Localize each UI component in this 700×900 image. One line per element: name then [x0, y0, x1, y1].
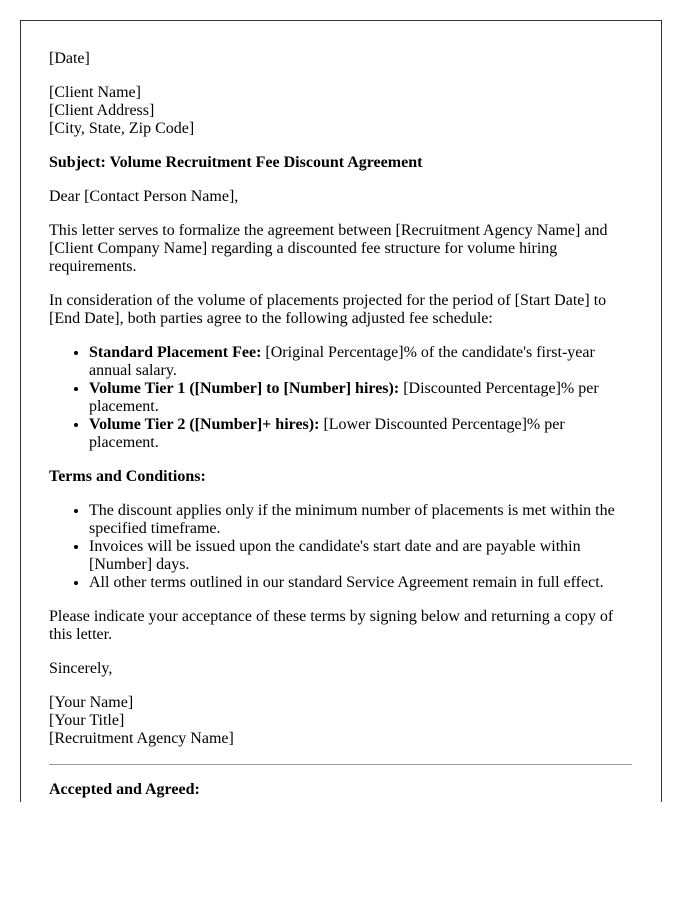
signature-name: [Your Name] — [49, 694, 134, 711]
signature-block — [49, 694, 632, 748]
fee-item-label: Volume Tier 2 ([Number]+ hires): — [89, 416, 320, 433]
terms-heading — [49, 468, 632, 486]
recipient-city-state-zip: [City, State, Zip Code] — [49, 120, 195, 137]
fee-item-text: [Lower Discounted Percentage]% per placement. — [89, 416, 565, 451]
fee-item-standard — [89, 344, 632, 380]
letter-document — [20, 20, 662, 802]
recipient-address: [Client Address] — [49, 102, 155, 119]
fee-schedule-list — [49, 344, 632, 452]
subject-text: Subject: Volume Recruitment Fee Discount Agreement — [49, 154, 423, 171]
fee-item-label: Standard Placement Fee: — [89, 344, 262, 361]
terms-heading-text: Terms and Conditions: — [49, 468, 206, 485]
closing: Sincerely, — [49, 660, 113, 677]
fee-item-tier-2 — [89, 416, 632, 452]
terms-list — [49, 502, 632, 592]
subject-line — [49, 154, 632, 172]
terms-item: • Invoices will be issued upon the candidate's start date and are payable within [Number] days. — [89, 538, 632, 574]
fee-item-tier-1 — [89, 380, 632, 416]
intro-paragraph: This letter serves to formalize the agreement between [Recruitment Agency Name] and [Client Company Name] regarding a discounted fee structure for volume hiring requirements. — [49, 222, 608, 275]
document-viewport — [20, 20, 662, 802]
fee-item-text: [Original Percentage]% of the candidate's first-year annual salary. — [89, 344, 595, 379]
fee-item-text: [Discounted Percentage]% per placement. — [89, 380, 599, 415]
date-line: [Date] — [49, 50, 90, 67]
section-divider — [49, 764, 632, 765]
consideration-paragraph: In consideration of the volume of placements projected for the period of [Start Date] to [End Date], both parties agree to the following adjusted fee schedule: — [49, 292, 607, 327]
salutation: Dear [Contact Person Name], — [49, 188, 239, 205]
signature-title: [Your Title] — [49, 712, 125, 729]
fee-item-label: Volume Tier 1 ([Number] to [Number] hires): — [89, 380, 400, 397]
signature-agency: [Recruitment Agency Name] — [49, 730, 234, 747]
recipient-name: [Client Name] — [49, 84, 141, 101]
recipient-address-block — [49, 84, 632, 138]
terms-item: • The discount applies only if the minimum number of placements is met within the specified timeframe. — [89, 502, 632, 538]
accepted-heading — [49, 781, 632, 799]
terms-item: • All other terms outlined in our standard Service Agreement remain in full effect. — [89, 574, 632, 592]
acceptance-request-paragraph: Please indicate your acceptance of these terms by signing below and returning a copy of this letter. — [49, 608, 614, 643]
accepted-heading-text: Accepted and Agreed: — [49, 781, 200, 798]
